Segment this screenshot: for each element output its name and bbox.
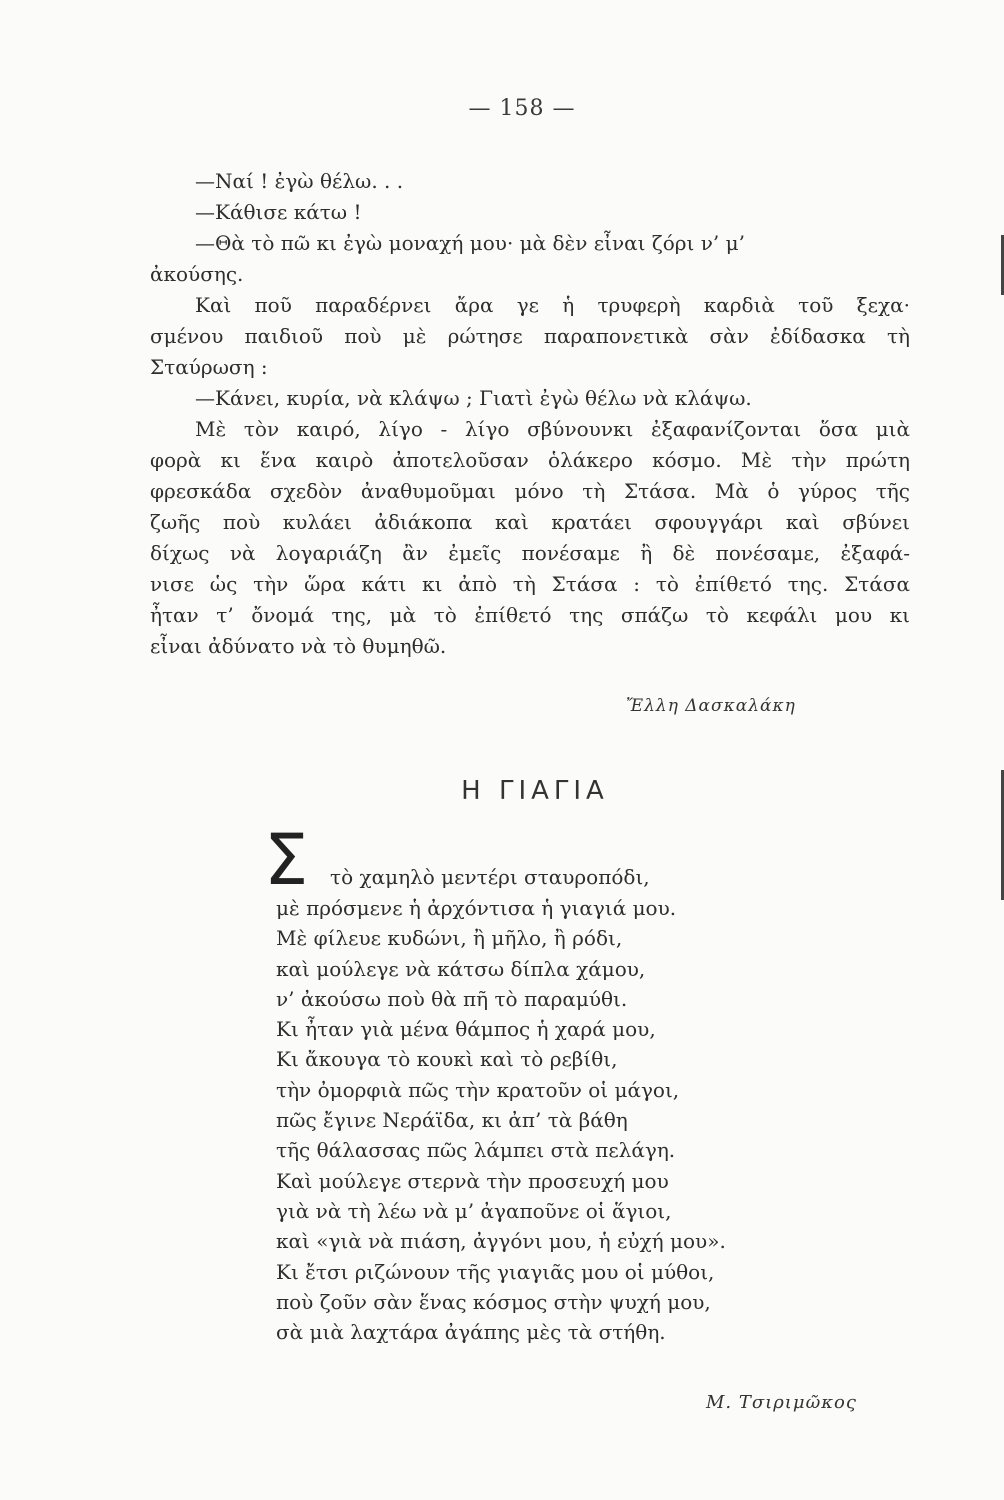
page-number: — 158 —	[468, 96, 576, 121]
prose-line: ζωῆς ποὺ κυλάει ἀδιάκοπα καὶ κρατάει σφουγγάρι καὶ σβύνει	[150, 510, 910, 534]
poem-drop-cap: Σ	[264, 819, 309, 901]
poem-line: Κι ἔτσι ριζώνουν τῆς γιαγιᾶς μου οἱ μύθοι,	[276, 1259, 715, 1284]
poem-line: Καὶ μούλεγε στερνὰ τὴν προσευχή μου	[276, 1168, 669, 1193]
prose-line: εἶναι ἀδύνατο νὰ τὸ θυμηθῶ.	[150, 634, 447, 658]
poem-title: Η ΓΙΑΓΙΑ	[461, 776, 609, 806]
poem-author-signature: Μ. Τσιριμῶκος	[706, 1392, 857, 1413]
prose-line: Μὲ τὸν καιρό, λίγο - λίγο σβύνουνκι ἐξαφανίζονται ὅσα μιὰ	[195, 417, 910, 441]
prose-line: Σταύρωση :	[150, 355, 268, 379]
poem-line: Κι ἦταν γιὰ μένα θάμπος ἡ χαρά μου,	[276, 1017, 656, 1042]
poem-line: ποὺ ζοῦν σὰν ἕνας κόσμος στὴν ψυχή μου,	[276, 1289, 711, 1314]
prose-line: —Κάνει, κυρία, νὰ κλάψω ; Γιατὶ ἐγὼ θέλω νὰ κλάψω.	[195, 386, 752, 410]
prose-line: ἀκούσης.	[150, 262, 244, 286]
poem-line: πῶς ἔγινε Νεράϊδα, κι ἀπ’ τὰ βάθη	[276, 1108, 628, 1133]
prose-author-signature: Ἔλλη Δασκαλάκη	[626, 696, 796, 716]
prose-line: φρεσκάδα σχεδὸν ἀναθυμοῦμαι μόνο τὴ Στάσα. Μὰ ὁ γύρος τῆς	[150, 479, 910, 503]
prose-section	[150, 166, 910, 662]
prose-line: νισε ὡς τὴν ὥρα κάτι κι ἀπὸ τὴ Στάσα : τὸ ἐπίθετό της. Στάσα	[150, 572, 910, 596]
prose-line: Καὶ ποῦ παραδέρνει ἄρα γε ἡ τρυφερὴ καρδιὰ τοῦ ξεχα·	[195, 293, 910, 317]
poem-line: τῆς θάλασσας πῶς λάμπει στὰ πελάγη.	[276, 1138, 676, 1163]
poem-line: ν’ ἀκούσω ποὺ θὰ πῆ τὸ παραμύθι.	[276, 986, 628, 1011]
poem-line: Κι ἄκουγα τὸ κουκὶ καὶ τὸ ρεβίθι,	[276, 1047, 618, 1072]
prose-line: —Ναί ! ἐγὼ θέλω. . .	[195, 169, 404, 193]
poem-line: μὲ πρόσμενε ἡ ἀρχόντισα ἡ γιαγιά μου.	[276, 896, 677, 920]
prose-line: φορὰ κι ἕνα καιρὸ ἀποτελοῦσαν ὁλάκερο κόσμο. Μὲ τὴν πρώτη	[150, 448, 910, 472]
poem-line: γιὰ νὰ τὴ λέω νὰ μ’ ἀγαποῦνε οἱ ἅγιοι,	[276, 1198, 672, 1223]
poem-line: σὰ μιὰ λαχτάρα ἀγάπης μὲς τὰ στήθη.	[276, 1320, 666, 1345]
poem-body	[276, 893, 876, 1347]
prose-line: σμένου παιδιοῦ ποὺ μὲ ρώτησε παραπονετικὰ σὰν ἐδίδασκα τὴ	[150, 324, 910, 348]
poem-line: καὶ μούλεγε νὰ κάτσω δίπλα χάμου,	[276, 956, 646, 981]
prose-line: ἦταν τ’ ὄνομά της, μὰ τὸ ἐπίθετό της σπάζω τὸ κεφάλι μου κι	[150, 603, 910, 627]
poem-first-line: τὸ χαμηλὸ μεντέρι σταυροπόδι,	[330, 865, 650, 889]
poem-line: καὶ «γιὰ νὰ πιάση, ἀγγόνι μου, ἡ εὐχή μου».	[276, 1229, 726, 1254]
prose-line: δίχως νὰ λογαριάζη ἂν ἐμεῖς πονέσαμε ἢ δὲ πονέσαμε, ἐξαφά-	[150, 541, 910, 565]
prose-line: —Κάθισε κάτω !	[195, 200, 362, 224]
poem-line: τὴν ὀμορφιὰ πῶς τὴν κρατοῦν οἱ μάγοι,	[276, 1077, 680, 1102]
prose-line: —Θὰ τὸ πῶ κι ἐγὼ μοναχή μου· μὰ δὲν εἶναι ζόρι ν’ μ’	[195, 231, 745, 255]
poem-line: Μὲ φίλευε κυδώνι, ἢ μῆλο, ἢ ρόδι,	[276, 926, 623, 951]
